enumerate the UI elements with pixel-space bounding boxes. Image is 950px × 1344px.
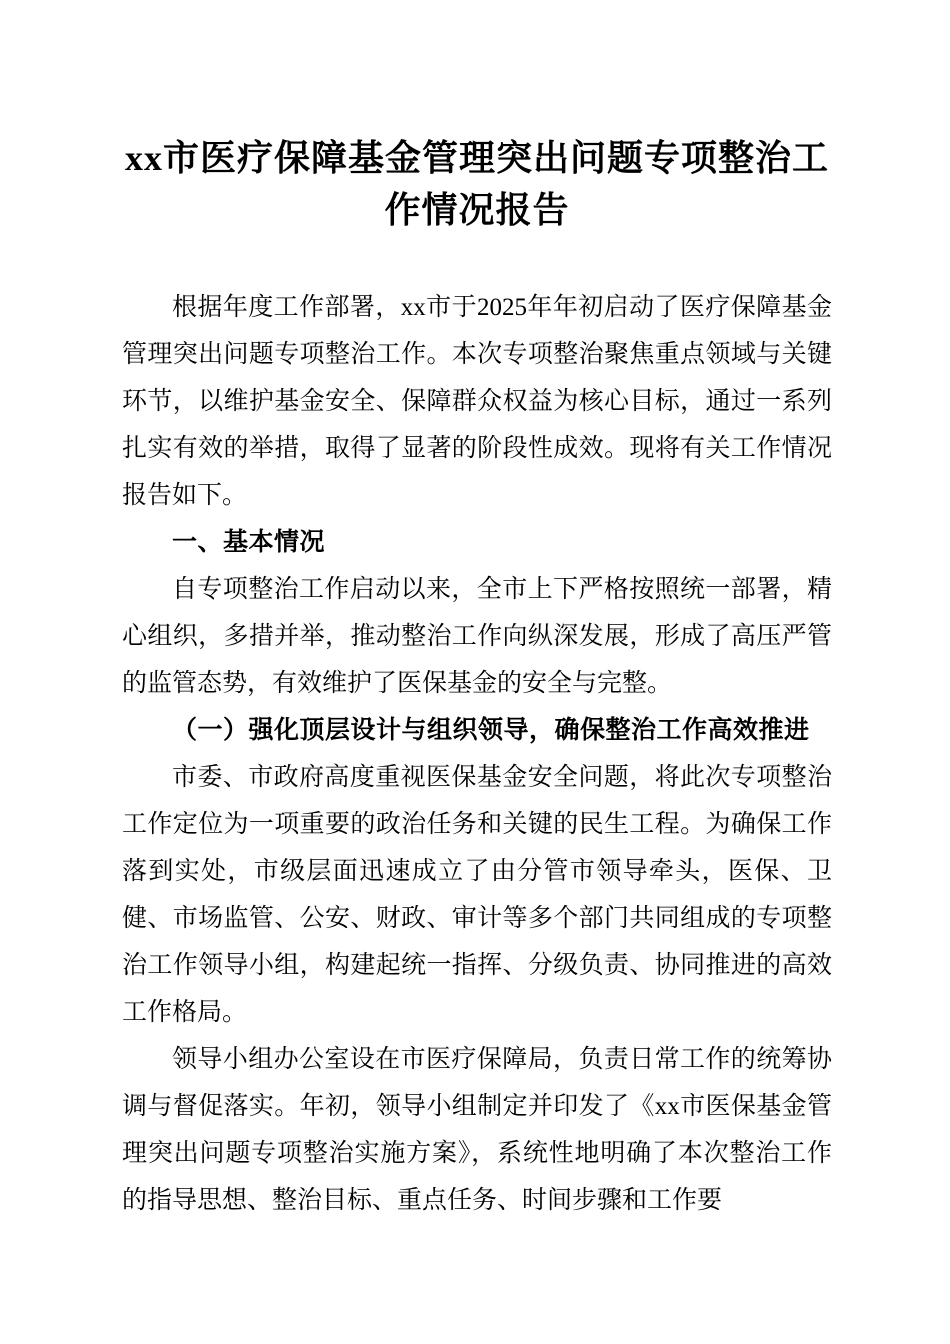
document-title: xx市医疗保障基金管理突出问题专项整治工作情况报告 xyxy=(124,138,829,231)
document-body xyxy=(122,284,832,1224)
section-heading: （一）强化顶层设计与组织领导，确保整治工作高效推进 xyxy=(172,716,810,745)
paragraph: 领导小组办公室设在市医疗保障局，负责日常工作的统筹协调与督促落实。年初，领导小组制定并印发了《xx市医保基金管理突出问题专项整治实施方案》，系统性地明确了本次整治工作的指导思想、整治目标、重点任务、时间步骤和工作要 xyxy=(122,1046,832,1215)
paragraph: 自专项整治工作启动以来，全市上下严格按照统一部署，精心组织，多措并举，推动整治工作向纵深发展，形成了高压严管的监管态势，有效维护了医保基金的安全与完整。 xyxy=(122,576,832,698)
section-heading: 一、基本情况 xyxy=(172,528,326,557)
paragraph: 市委、市政府高度重视医保基金安全问题，将此次专项整治工作定位为一项重要的政治任务和关键的民生工程。为确保工作落到实处，市级层面迅速成立了由分管市领导牵头，医保、卫健、市场监管、公安、财政、审计等多个部门共同组成的专项整治工作领导小组，构建起统一指挥、分级负责、协同推进的高效工作格局。 xyxy=(122,764,832,1027)
paragraph: 根据年度工作部署，xx市于2025年年初启动了医疗保障基金管理突出问题专项整治工作。本次专项整治聚焦重点领域与关键环节，以维护基金安全、保障群众权益为核心目标，通过一系列扎实有效的举措，取得了显著的阶段性成效。现将有关工作情况报告如下。 xyxy=(122,294,832,510)
